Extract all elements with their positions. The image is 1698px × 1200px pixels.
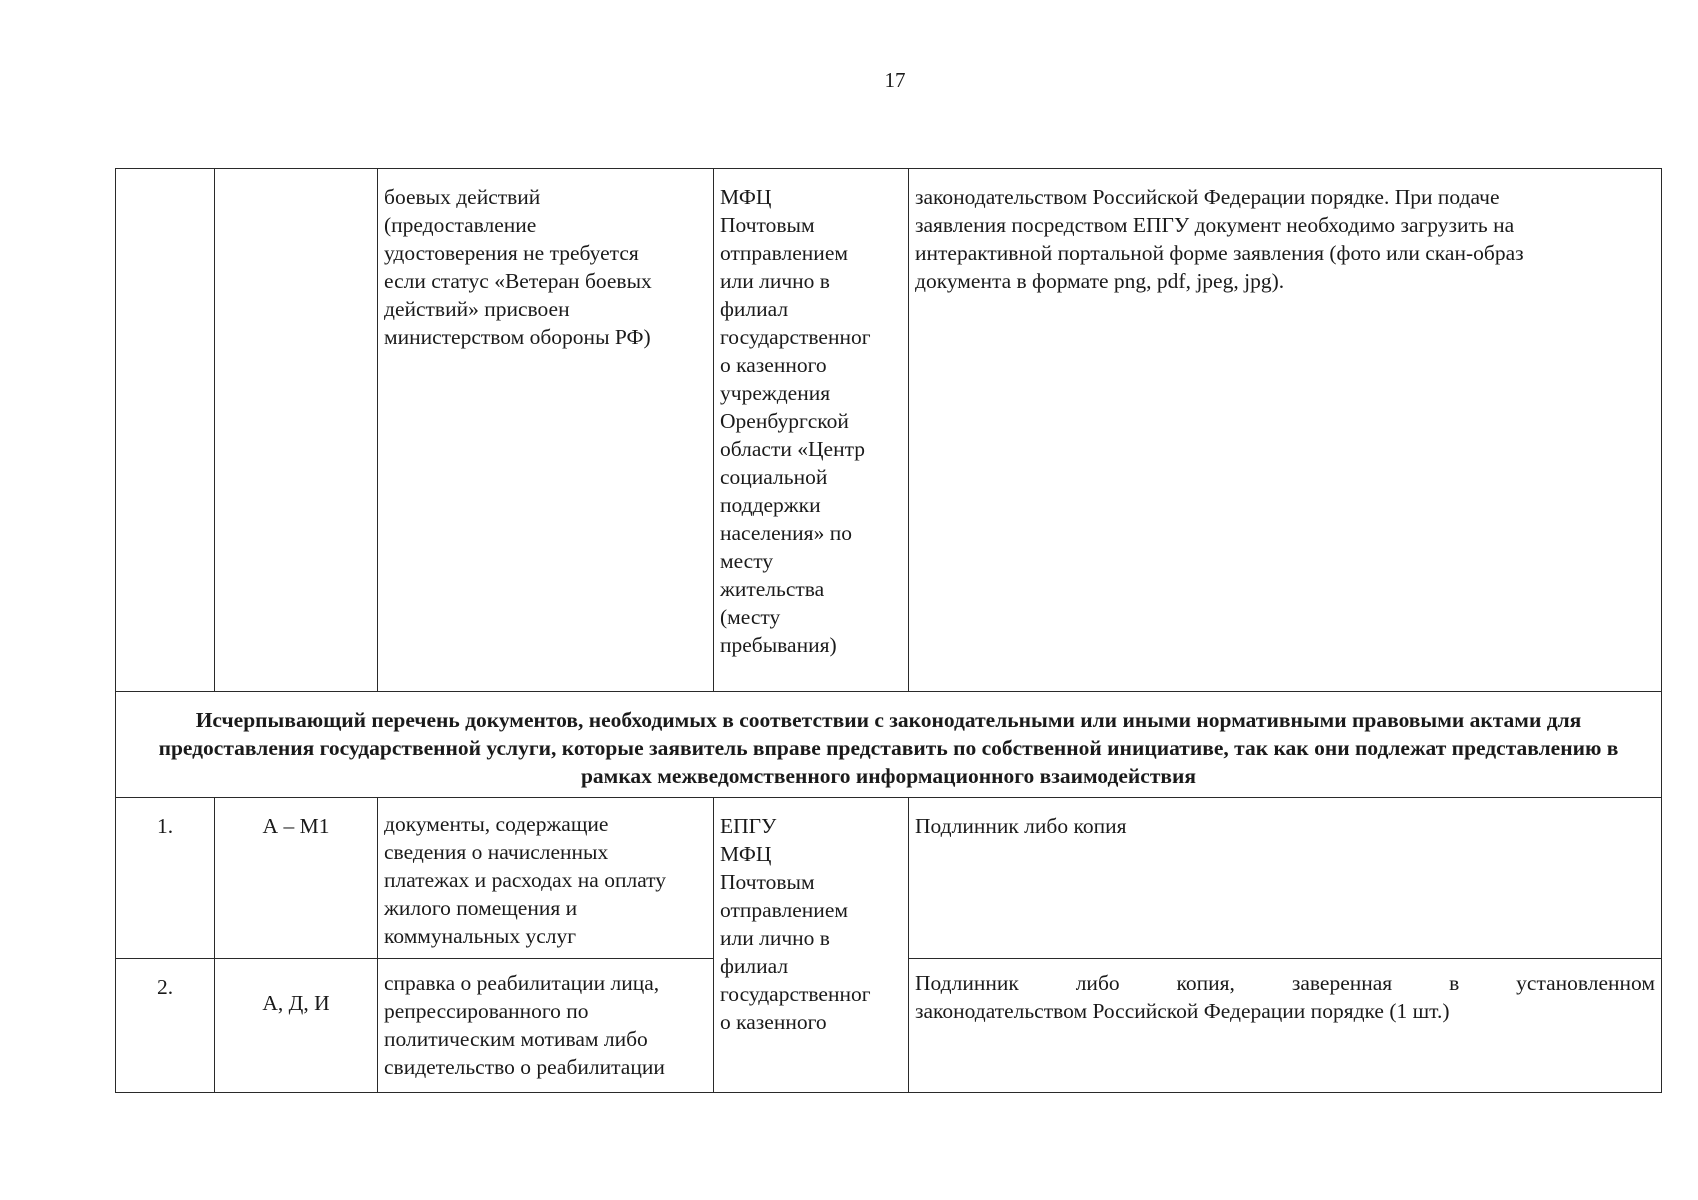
text-line: заявления посредством ЕПГУ документ необходимо загрузить на [915,213,1515,237]
section-header: Исчерпывающий перечень документов, необходимых в соответствии с законодательными или иными нормативными правовыми актами для предоставления государственной услуги, которые заявитель вправе представить по собственной инициативе, так как они подлежат представлению в рамках межведомственного информационного взаимодействия [116,692,1662,798]
text-line: социальной [720,465,828,489]
cell-document-name [378,798,714,959]
cell-requirements [909,169,1662,692]
cell-submission-channels [714,169,909,692]
text-line: отправлением [720,241,848,265]
text-line: Оренбургской [720,409,849,433]
cell-requirements [909,959,1662,1093]
text-line: платежах и расходах на оплату [384,868,667,892]
text-line: филиал [720,297,789,321]
text-line: государственног [720,982,871,1006]
text-line: коммунальных услуг [384,924,577,948]
text-line: филиал [720,954,789,978]
text-line: Почтовым [720,870,815,894]
documents-table [115,168,1662,1093]
row-number: 2. [116,959,215,1093]
text-line: Подлинник либо копия, заверенная в установленном [915,971,1655,995]
text-line: ЕПГУ [720,814,777,838]
text-line: действий» присвоен [384,297,570,321]
text-line: интерактивной портальной форме заявления (фото или скан-образ [915,241,1524,265]
text-line: репрессированного по [384,999,589,1023]
text-line: поддержки [720,493,821,517]
text-line: боевых действий [384,185,541,209]
text-line: законодательством Российской Федерации порядке (1 шт.) [915,999,1450,1023]
cell-document-name [378,169,714,692]
applicant-category-code: А, Д, И [215,959,378,1093]
text-line: документа в формате png, pdf, jpeg, jpg). [915,269,1285,293]
text-line: МФЦ [720,842,772,866]
text-line: или лично в [720,926,830,950]
text-line: если статус «Ветеран боевых [384,269,652,293]
text-line: документы, содержащие [384,812,609,836]
text-line: государственног [720,325,871,349]
text-line: Почтовым [720,213,815,237]
text-line: МФЦ [720,185,772,209]
page-number: 17 [884,68,906,92]
text-line: (месту [720,605,781,629]
text-line: (предоставление [384,213,537,237]
applicant-category-code: А – М1 [215,798,378,959]
table-row-continuation [116,169,1662,692]
table-row [116,798,1662,959]
cell-requirements: Подлинник либо копия [909,798,1662,959]
text-line: законодательством Российской Федерации порядке. При подаче [915,185,1500,209]
text-line: или лично в [720,269,830,293]
text-line: министерством обороны РФ) [384,325,651,349]
text-line: населения» по [720,521,852,545]
text-line: жительства [720,577,825,601]
text-line: учреждения [720,381,831,405]
text-line: жилого помещения и [384,896,578,920]
cell-document-name [378,959,714,1093]
cell-submission-channels-shared [714,798,909,1093]
text-line: месту [720,549,774,573]
text-line: сведения о начисленных [384,840,609,864]
cell-code-empty [215,169,378,692]
text-line: о казенного [720,1010,827,1034]
text-line: отправлением [720,898,848,922]
text-line: справка о реабилитации лица, [384,971,660,995]
text-line: политическим мотивам либо [384,1027,648,1051]
text-line: области «Центр [720,437,865,461]
row-number: 1. [116,798,215,959]
text-line: о казенного [720,353,827,377]
text-line: пребывания) [720,633,837,657]
cell-number-empty [116,169,215,692]
text-line: свидетельство о реабилитации [384,1055,665,1079]
text-line: удостоверения не требуется [384,241,639,265]
section-header-row [116,692,1662,798]
